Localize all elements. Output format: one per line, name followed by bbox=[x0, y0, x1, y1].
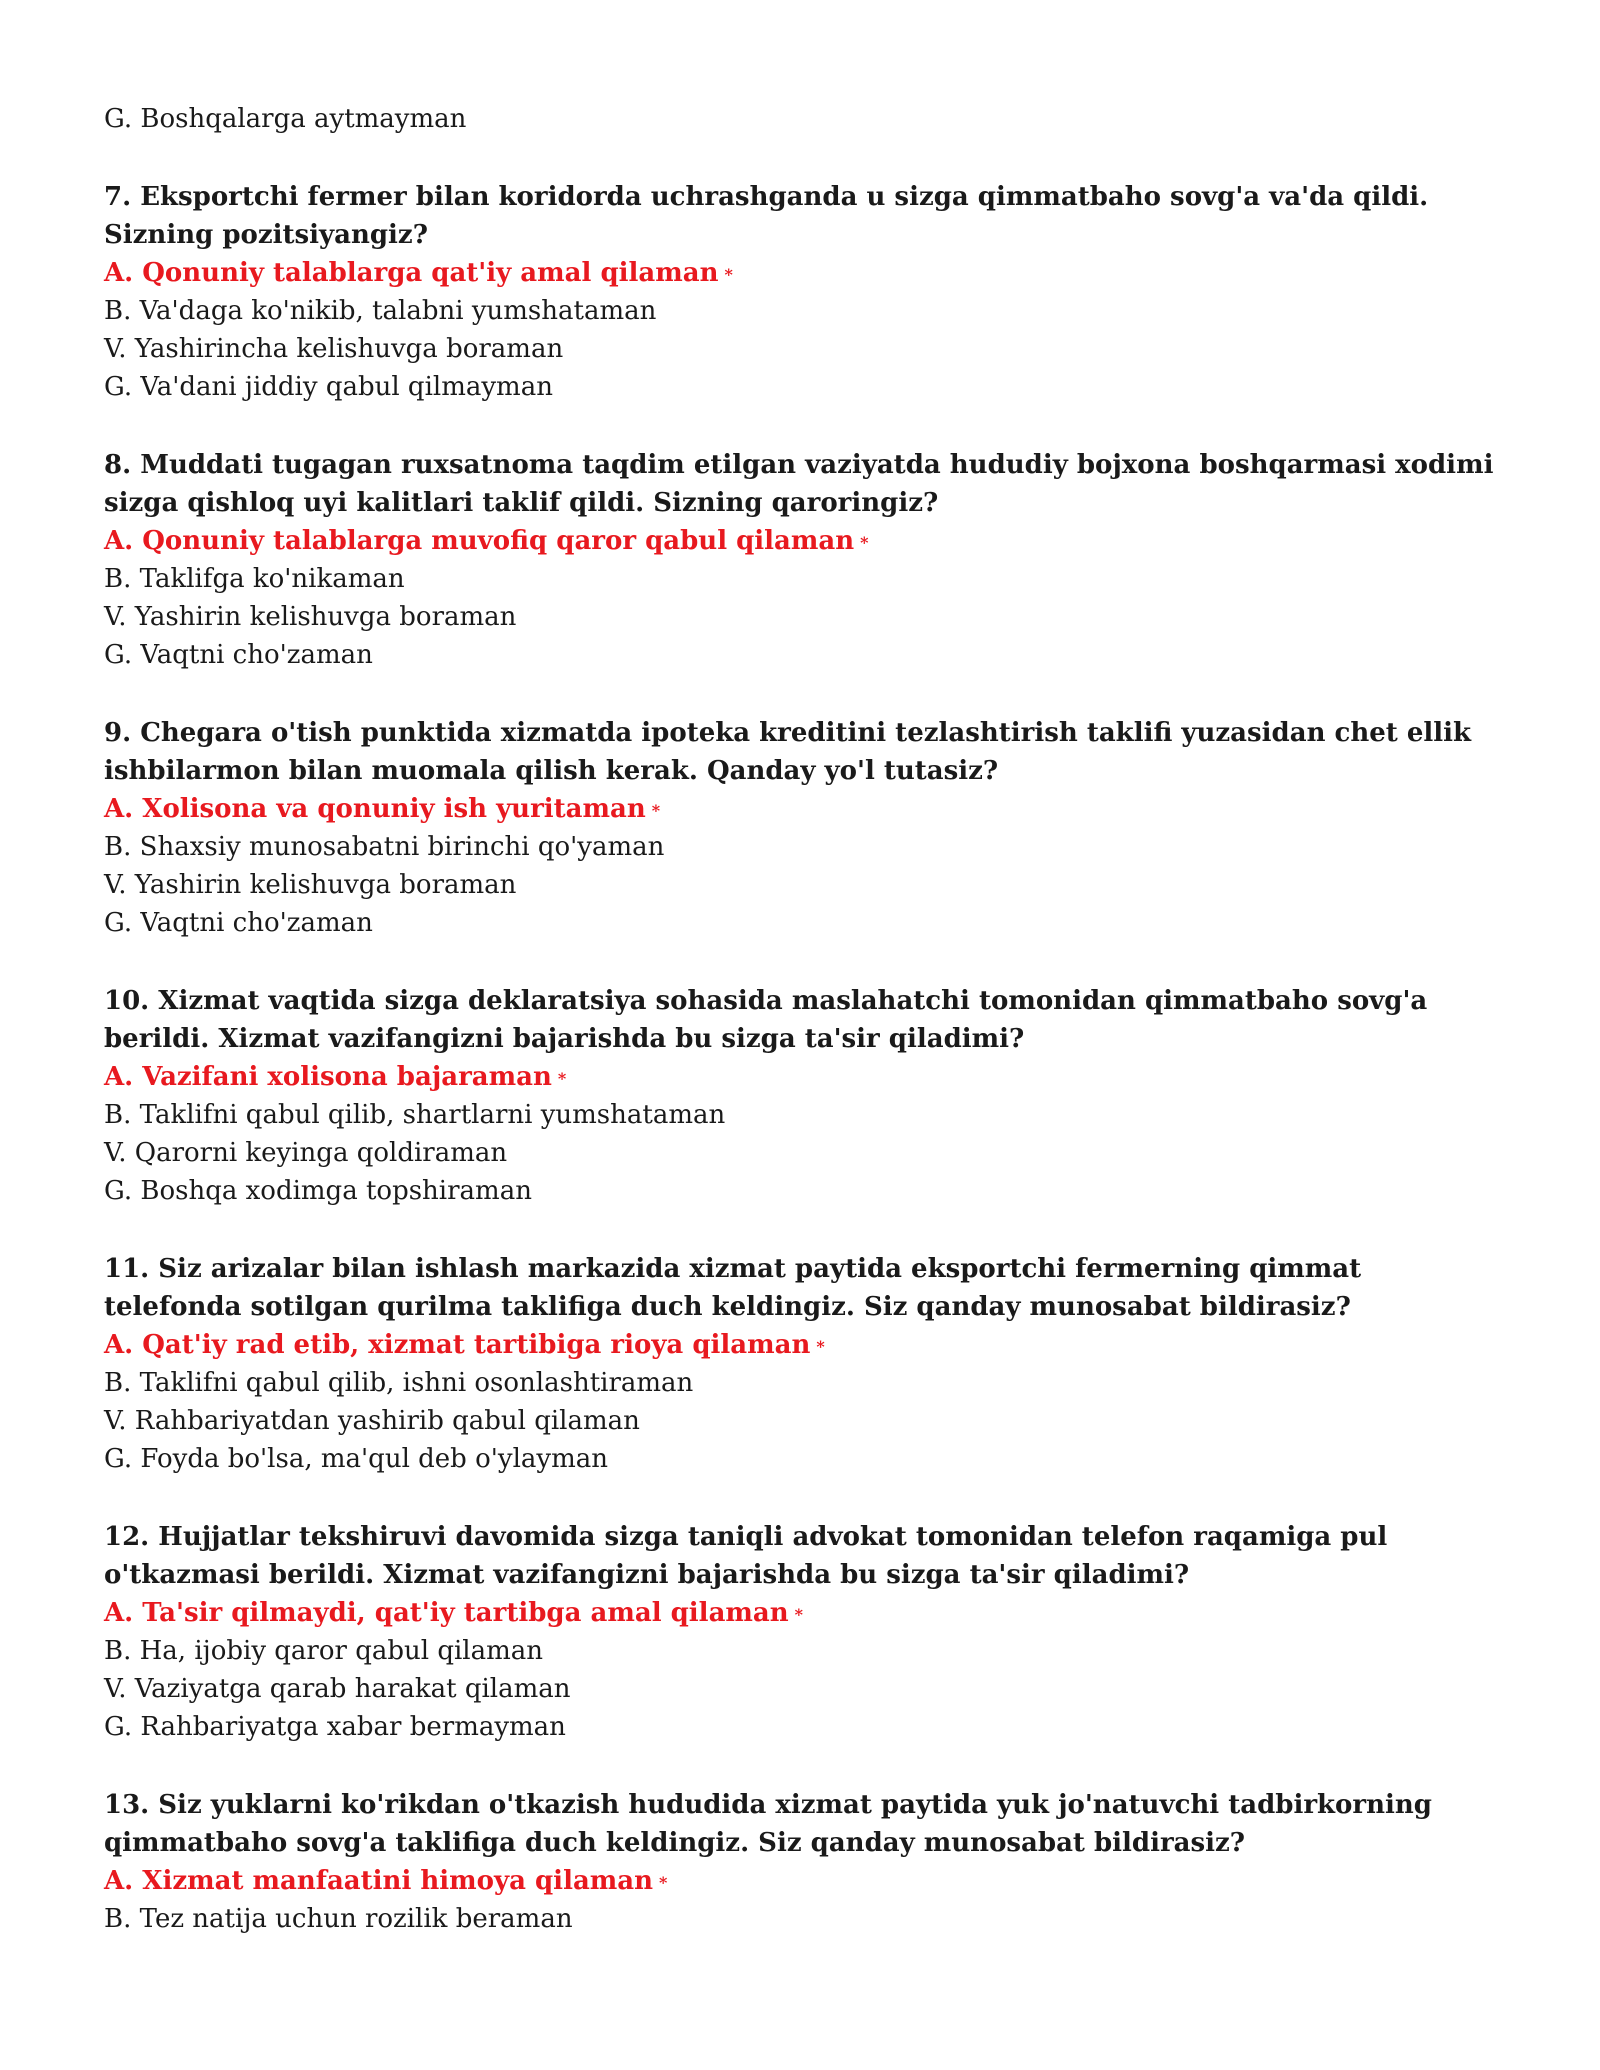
option-text: V. Qarorni keyinga qoldiraman bbox=[104, 1138, 508, 1168]
question-text: 7. Eksportchi fermer bilan koridorda uchrashganda u sizga qimmatbaho sovg'a va'da qildi. Sizning pozitsiyangiz? bbox=[104, 182, 1429, 250]
correct-marker: * bbox=[659, 1873, 668, 1892]
option-text: B. Taklifni qabul qilib, shartlarni yumshataman bbox=[104, 1100, 726, 1130]
question-block bbox=[104, 446, 1504, 674]
correct-answer-text: A. Qonuniy talablarga qat'iy amal qilaman bbox=[104, 258, 719, 288]
option-text: V. Vaziyatga qarab harakat qilaman bbox=[104, 1674, 571, 1704]
correct-answer bbox=[104, 1594, 1504, 1632]
question-text: 12. Hujjatlar tekshiruvi davomida sizga taniqli advokat tomonidan telefon raqamiga pul o'tkazmasi berildi. Xizmat vazifangizni bajarishda bu sizga ta'sir qiladimi? bbox=[104, 1522, 1388, 1590]
option-text: B. Taklifga ko'nikaman bbox=[104, 564, 405, 594]
question-text: 13. Siz yuklarni ko'rikdan o'tkazish hududida xizmat paytida yuk jo'natuvchi tadbirkorning qimmatbaho sovg'a taklifiga duch keldingiz. Siz qanday munosabat bildirasiz? bbox=[104, 1790, 1432, 1858]
question-text: 8. Muddati tugagan ruxsatnoma taqdim etilgan vaziyatda hududiy bojxona boshqarmasi xodimi sizga qishloq uyi kalitlari taklif qildi. Sizning qaroringiz? bbox=[104, 450, 1494, 518]
option-text: B. Ha, ijobiy qaror qabul qilaman bbox=[104, 1636, 543, 1666]
option-text: G. Rahbariyatga xabar bermayman bbox=[104, 1712, 566, 1742]
correct-answer bbox=[104, 1058, 1504, 1096]
question-block bbox=[104, 178, 1504, 406]
correct-answer-text: A. Ta'sir qilmaydi, qat'iy tartibga amal qilaman bbox=[104, 1598, 789, 1628]
correct-answer-text: A. Vazifani xolisona bajaraman bbox=[104, 1062, 552, 1092]
question-block bbox=[104, 1786, 1504, 1938]
option-text: B. Shaxsiy munosabatni birinchi qo'yaman bbox=[104, 832, 665, 862]
option-text: B. Va'daga ko'nikib, talabni yumshataman bbox=[104, 296, 657, 326]
question-block bbox=[104, 982, 1504, 1210]
option-text: V. Yashirin kelishuvga boraman bbox=[104, 602, 517, 632]
option-text: B. Tez natija uchun rozilik beraman bbox=[104, 1904, 573, 1934]
question-text: 11. Siz arizalar bilan ishlash markazida xizmat paytida eksportchi fermerning qimmat telefonda sotilgan qurilma taklifiga duch keldingiz. Siz qanday munosabat bildirasiz? bbox=[104, 1254, 1362, 1322]
option-text: G. Boshqalarga aytmayman bbox=[104, 104, 467, 134]
option-text: G. Vaqtni cho'zaman bbox=[104, 908, 373, 938]
correct-marker: * bbox=[816, 1337, 825, 1356]
option-text: V. Yashirincha kelishuvga boraman bbox=[104, 334, 564, 364]
correct-marker: * bbox=[860, 533, 869, 552]
question-block bbox=[104, 1518, 1504, 1746]
correct-answer bbox=[104, 1326, 1504, 1364]
correct-answer bbox=[104, 790, 1504, 828]
correct-answer bbox=[104, 1862, 1504, 1900]
correct-answer bbox=[104, 522, 1504, 560]
correct-marker: * bbox=[651, 801, 661, 820]
option-text: G. Foyda bo'lsa, ma'qul deb o'ylayman bbox=[104, 1444, 608, 1474]
correct-answer-text: A. Qat'iy rad etib, xizmat tartibiga rioya qilaman bbox=[104, 1330, 811, 1360]
option-text: G. Boshqa xodimga topshiraman bbox=[104, 1176, 532, 1206]
option-text: B. Taklifni qabul qilib, ishni osonlashtiraman bbox=[104, 1368, 694, 1398]
option-text: V. Rahbariyatdan yashirib qabul qilaman bbox=[104, 1406, 640, 1436]
correct-answer-text: A. Qonuniy talablarga muvofiq qaror qabul qilaman bbox=[104, 526, 855, 556]
option-text: G. Vaqtni cho'zaman bbox=[104, 640, 373, 670]
option-text: V. Yashirin kelishuvga boraman bbox=[104, 870, 517, 900]
option-text: G. Va'dani jiddiy qabul qilmayman bbox=[104, 372, 553, 402]
correct-answer-text: A. Xizmat manfaatini himoya qilaman bbox=[104, 1866, 654, 1896]
question-text: 9. Chegara o'tish punktida xizmatda ipoteka kreditini tezlashtirish taklifi yuzasidan chet ellik ishbilarmon bilan muomala qilish kerak. Qanday yo'l tutasiz? bbox=[104, 718, 1472, 786]
document-page bbox=[104, 100, 1504, 1938]
question-block bbox=[104, 714, 1504, 942]
correct-answer bbox=[104, 254, 1504, 292]
question-block bbox=[104, 1250, 1504, 1478]
correct-marker: * bbox=[724, 265, 733, 284]
question-text: 10. Xizmat vaqtida sizga deklaratsiya sohasida maslahatchi tomonidan qimmatbaho sovg'a berildi. Xizmat vazifangizni bajarishda bu sizga ta'sir qiladimi? bbox=[104, 986, 1428, 1054]
correct-marker: * bbox=[794, 1605, 804, 1624]
correct-marker: * bbox=[557, 1069, 567, 1088]
correct-answer-text: A. Xolisona va qonuniy ish yuritaman bbox=[104, 794, 646, 824]
